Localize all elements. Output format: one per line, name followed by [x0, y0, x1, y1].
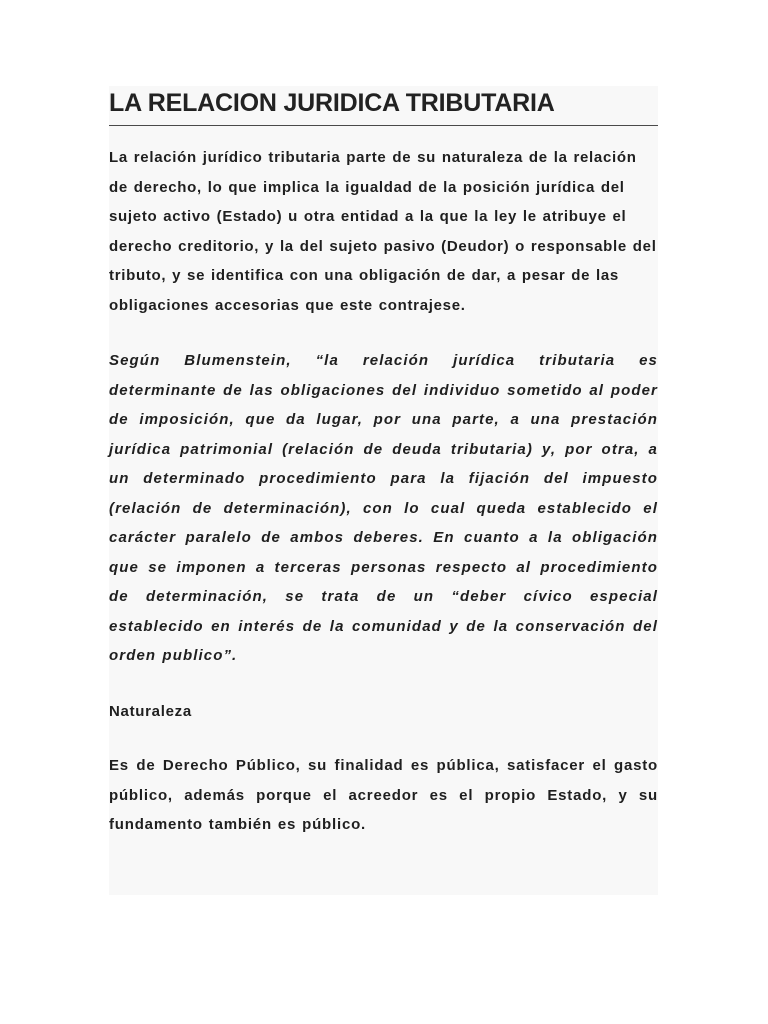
- section-heading-naturaleza: Naturaleza: [109, 702, 192, 720]
- document-title: LA RELACION JURIDICA TRIBUTARIA: [109, 89, 555, 117]
- title-divider: [109, 125, 658, 126]
- paragraph-naturaleza: Es de Derecho Público, su finalidad es pública, satisfacer el gasto público, además porque el acreedor es el propio Estado, y su fundamento también es público.: [109, 757, 658, 833]
- paragraph-relacion-juridica: La relación jurídico tributaria parte de su naturaleza de la relación de derecho, lo que implica la igualdad de la posición jurídica del sujeto activo (Estado) u otra entidad a la que la ley le atribuye el derecho creditorio, y la del sujeto pasivo (Deudor) o responsable del tributo, y se identifica con una obligación de dar, a pesar de las obligaciones accesorias que este contrajese.: [109, 149, 657, 314]
- paragraph-blumenstein-quote: Según Blumenstein, “la relación jurídica tributaria es determinante de las obligaciones del individuo sometido al poder de imposición, que da lugar, por una parte, a una prestación jurídica patrimonial (relación de deuda tributaria) y, por otra, a un determinado procedimiento para la fijación del impuesto (relación de determinación), con lo cual queda establecido el carácter paralelo de ambos deberes. En cuanto a la obligación que se imponen a terceras personas respecto al procedimiento de determinación, se trata de un “deber cívico especial establecido en interés de la comunidad y de la conservación del orden publico”.: [109, 352, 658, 664]
- document-content: [109, 86, 658, 895]
